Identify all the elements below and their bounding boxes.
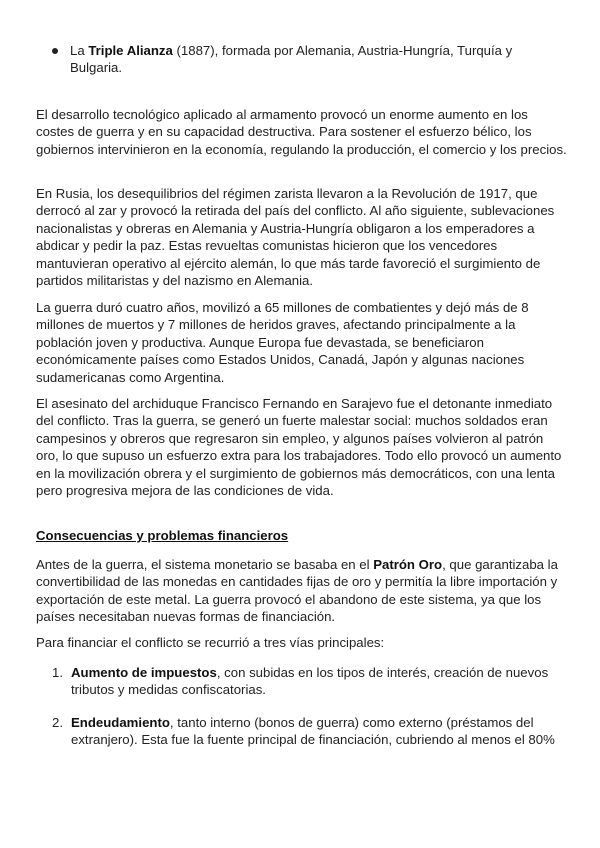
bullet-icon	[52, 48, 58, 54]
paragraph: La guerra duró cuatro años, movilizó a 65 millones de combatientes y dejó más de 8 millones de muertos y 7 millones de heridos graves, afectando principalmente a la población joven y productiva. Aunque Europa fue devastada, se beneficiaron económicamente países como Estados Unidos, Canadá, Japón y algunas naciones sudamericanas como Argentina.	[36, 300, 529, 385]
bold-term: Triple Alianza	[88, 43, 173, 58]
bold-term: Patrón Oro	[373, 557, 443, 572]
paragraph: El asesinato del archiduque Francisco Fernando en Sarajevo fue el detonante inmediato del conflicto. Tras la guerra, se generó un fuerte malestar social: muchos soldados eran campesinos y obreros que regresaron sin empleo, y algunos países volvieron al patrón oro, lo que supuso un esfuerzo extra para los trabajadores. Todo ello provocó un aumento en la movilización obrera y el surgimiento de gobiernos más democráticos, con una lenta pero progresiva mejora de las condiciones de vida.	[36, 396, 562, 499]
paragraph: Antes de la guerra, el sistema monetario se basaba en el Patrón Oro, que garantizaba la convertibilidad de las monedas en cantidades fijas de oro y permitía la libre importación y exportación de este metal. La guerra provocó el abandono de este sistema, ya que los países necesitaban nuevas formas de financiación.	[36, 557, 558, 625]
list-item: 1. Aumento de impuestos, con subidas en los tipos de interés, creación de nuevos tributos y medidas confiscatorias.	[52, 665, 549, 698]
bullet-text: La Triple Alianza (1887), formada por Alemania, Austria-Hungría, Turquía y Bulgaria.	[70, 43, 513, 76]
section-heading: Consecuencias y problemas financieros	[36, 528, 289, 543]
list-number: 1.	[52, 665, 63, 680]
paragraph: Para financiar el conflicto se recurrió a tres vías principales:	[36, 635, 385, 650]
bold-term: Endeudamiento	[71, 715, 170, 730]
list-item	[52, 42, 552, 77]
paragraph: En Rusia, los desequilibrios del régimen zarista llevaron a la Revolución de 1917, que derrocó al zar y provocó la retirada del país del conflicto. Al año siguiente, sublevaciones nacionalistas y obreras en Alemania y Austria-Hungría obligaron a los emperadores a abdicar y pedir la paz. Estas revueltas comunistas hicieron que los vencedores mantuvieran operativo al ejército alemán, lo que más tarde favoreció el surgimiento de partidos militaristas y del nazismo en Alemania.	[36, 186, 555, 289]
list-number: 2.	[52, 715, 63, 730]
list-item: 2. Endeudamiento, tanto interno (bonos de guerra) como externo (préstamos del extranjero). Esta fue la fuente principal de financiación, cubriendo al menos el 80%	[52, 715, 555, 748]
bold-term: Aumento de impuestos	[71, 665, 217, 680]
paragraph: El desarrollo tecnológico aplicado al armamento provocó un enorme aumento en los costes de guerra y en su capacidad destructiva. Para sostener el esfuerzo bélico, los gobiernos intervinieron en la economía, regulando la producción, el comercio y los precios.	[36, 107, 567, 157]
